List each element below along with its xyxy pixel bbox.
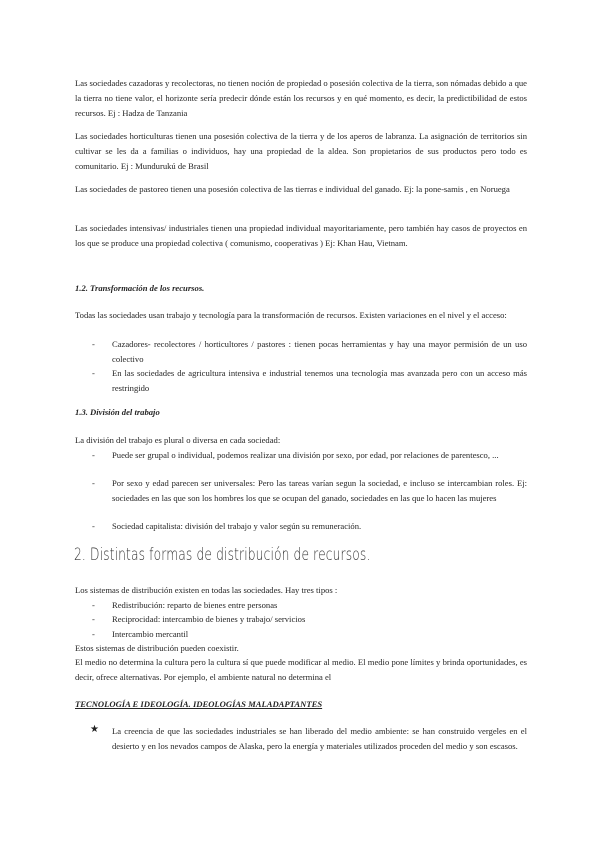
bullet-distribution-2: Reciprocidad: intercambio de bienes y trabajo/ servicios: [112, 614, 306, 624]
bullet-distribution-3: Intercambio mercantil: [112, 629, 189, 639]
paragraph-distribution-intro: Los sistemas de distribución existen en todas las sociedades. Hay tres tipos :: [75, 585, 338, 595]
star-bullet-icon: ★: [90, 724, 99, 735]
paragraph-division-intro: La división del trabajo es plural o diversa en cada sociedad:: [75, 435, 281, 445]
bullet-division-2: Por sexo y edad parecen ser universales: Pero las tareas varían segun la sociedad, e incluso se intercambian roles. Ej: sociedades en las que son los hombres los que se ocupan del ganado, sociedades en las que lo hacen las mujeres: [112, 478, 527, 503]
dash-bullet: -: [92, 478, 95, 488]
dash-bullet: -: [92, 450, 95, 460]
dash-bullet: -: [92, 614, 95, 624]
paragraph-hunter-gatherers: Las sociedades cazadoras y recolectoras, no tienen noción de propiedad o posesión colectiva de la tierra, son nómadas debido a que la tierra no tiene valor, el horizonte sería predecir dónde están los recursos y en qué momento, es decir, la predictibilidad de estos recursos. Ej : Hadza de Tanzania: [75, 78, 527, 118]
bullet-division-1: Puede ser grupal o individual, podemos realizar una división por sexo, por edad, por relaciones de parentesco, ...: [112, 450, 499, 460]
heading-technology-ideology: TECNOLOGÍA E IDEOLOGÍA. IDEOLOGÍAS MALADAPTANTES: [75, 699, 323, 709]
paragraph-pastoral: Las sociedades de pastoreo tienen una posesión colectiva de las tierras e individual del ganado. Ej: la pone-samis , en Noruega: [75, 184, 510, 194]
heading-transformation: 1.2. Transformación de los recursos.: [75, 283, 205, 293]
paragraph-industrial: Las sociedades intensivas/ industriales tienen una propiedad individual mayoritariamente, pero también hay casos de proyectos en los que se produce una propiedad colectiva ( comunismo, cooperativas ) Ej: Khan Hau, Vietnam.: [75, 223, 527, 248]
paragraph-transformation-intro: Todas las sociedades usan trabajo y tecnología para la transformación de recursos. Existen variaciones en el nivel y el acceso:: [75, 310, 507, 320]
dash-bullet: -: [92, 521, 95, 531]
dash-bullet: -: [92, 600, 95, 610]
heading-distribution: 2. Distintas formas de distribución de recursos.: [74, 545, 371, 565]
bullet-division-3: Sociedad capitalista: división del trabajo y valor según su remuneración.: [112, 521, 362, 531]
dash-bullet: -: [92, 368, 95, 378]
paragraph-coexist: Estos sistemas de distribución pueden coexistir.: [75, 643, 239, 653]
heading-division: 1.3. División del trabajo: [75, 407, 160, 417]
bullet-transformation-2: En las sociedades de agricultura intensiva e industrial tenemos una tecnología mas avanzada pero con un acceso más restringido: [112, 368, 527, 393]
bullet-distribution-1: Redistribución: reparto de bienes entre personas: [112, 600, 278, 610]
bullet-transformation-1: Cazadores- recolectores / horticultores / pastores : tienen pocas herramientas y hay una mayor permisión de un uso colectivo: [112, 339, 527, 364]
bullet-industrial-belief: La creencia de que las sociedades industriales se han liberado del medio ambiente: se han construido vergeles en el desierto y en los nevados campos de Alaska, pero la energía y materiales utilizados proceden del medio y son escasos.: [112, 726, 527, 751]
paragraph-medium-culture: El medio no determina la cultura pero la cultura sí que puede modificar al medio. El medio pone límites y brinda oportunidades, es decir, ofrece alternativas. Por ejemplo, el ambiente natural no determina el: [75, 657, 527, 682]
dash-bullet: -: [92, 339, 95, 349]
paragraph-horticulture: Las sociedades horticulturas tienen una posesión colectiva de la tierra y de los aperos de labranza. La asignación de territorios sin cultivar se les da a familias o individuos, hay una propiedad de la aldea. Son propietarios de sus productos pero todo es comunitario. Ej : Mundurukú de Brasil: [75, 131, 527, 171]
dash-bullet: -: [92, 629, 95, 639]
